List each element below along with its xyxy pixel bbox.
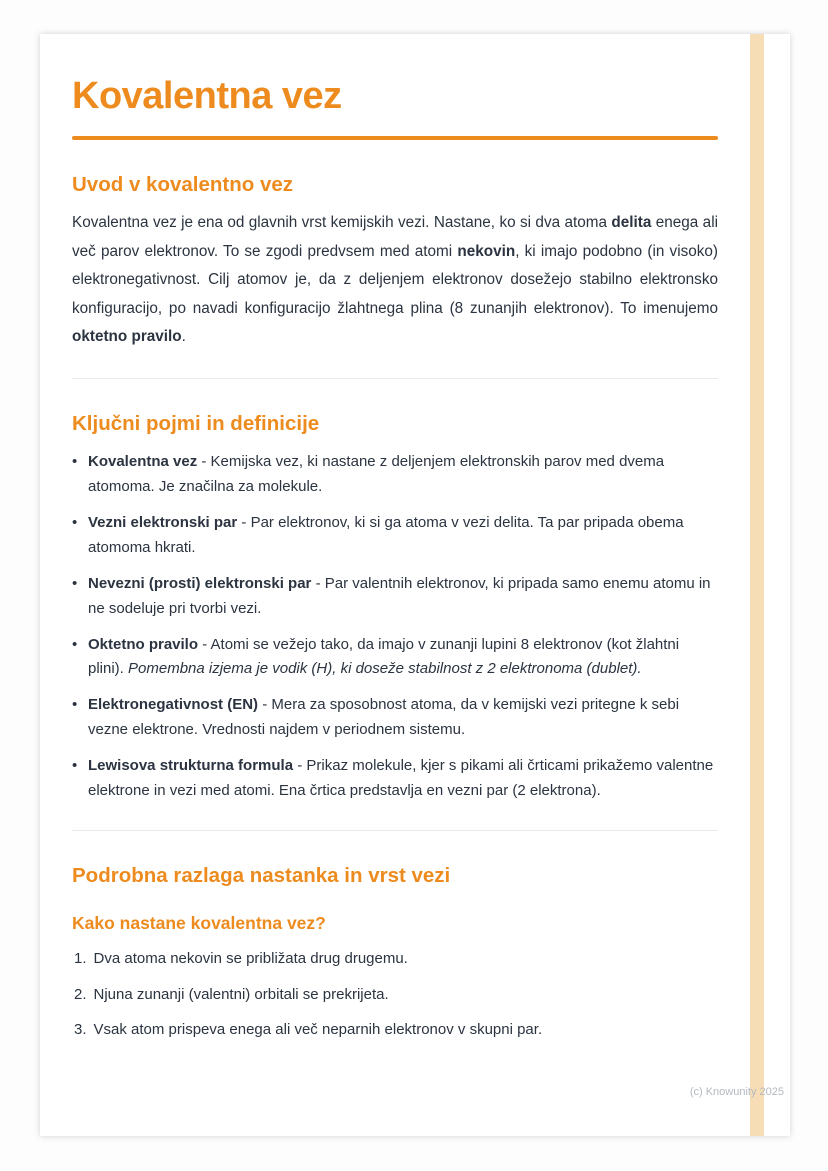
subsection-heading-how-bond-forms: Kako nastane kovalentna vez? [72,912,326,933]
step-text: Vsak atom prispeva enega ali več neparnih elektronov v skupni par. [93,1021,543,1039]
bullet-marker: • [72,635,78,653]
term-text: Oktetno pravilo - Atomi se vežejo tako, da imajo v zunanji lupini 8 elektronov (kot žlahtni plini). Pomembna izjema je vodik (H), ki doseže stabilnost z 2 elektronoma (dublet). [88,635,680,678]
bullet-marker: • [72,696,78,714]
page-content [72,76,718,1042]
term-list-item [72,450,718,500]
section-divider [72,830,718,831]
term-list-item [72,572,718,622]
watermark: (c) Knowunity 2025 [689,1086,784,1098]
bullet-marker: • [72,757,78,775]
term-list-item [72,633,718,683]
steps-list [74,948,718,1042]
section-heading-terms: Ključni pojmi in definicije [72,411,320,435]
title-underline [72,136,718,140]
page-title: Kovalentna vez [72,75,342,117]
section-heading-intro: Uvod v kovalentno vez [72,172,294,196]
document-page [40,34,790,1136]
term-text: Elektronegativnost (EN) - Mera za sposobnost atoma, da v kemijski vezi pritegne k sebi vezne elektrone. Vrednosti najdem v periodnem sistemu. [88,696,680,739]
section-heading-explanation: Podrobna razlaga nastanka in vrst vezi [72,863,451,887]
term-text: Vezni elektronski par - Par elektronov, ki si ga atoma v vezi delita. Ta par pripada obema atomoma hkrati. [88,514,684,556]
step-list-item [74,984,718,1007]
terms-list [72,450,718,804]
step-number: 3. [74,1021,87,1039]
intro-paragraph: Kovalentna vez je ena od glavnih vrst kemijskih vezi. Nastane, ko si dva atoma delita enega ali več parov elektronov. To se zgodi predvsem med atomi nekovin, ki imajo podobno (in visoko) elektronegativnost. Cilj atomov je, da z deljenjem elektronov dosežejo stabilno elektronsko konfiguracijo, po navadi konfiguracijo žlahtnega plina (8 zunanjih elektronov). To imenujemo oktetno pravilo. [72,214,718,346]
section-divider [72,378,718,379]
term-text: Lewisova strukturna formula - Prikaz molekule, kjer s pikami ali črticami prikažemo valentne elektrone in vezi med atomi. Ena črtica predstavlja en vezni par (2 elektrona). [88,757,714,800]
bullet-marker: • [72,514,78,532]
step-number: 1. [74,950,87,968]
term-list-item [72,754,718,804]
bullet-marker: • [72,453,78,471]
term-text: Kovalentna vez - Kemijska vez, ki nastane z deljenjem elektronskih parov med dvema atomoma. Je značilna za molekule. [88,453,665,496]
term-list-item [72,511,718,561]
step-text: Njuna zunanji (valentni) orbitali se prekrijeta. [93,985,389,1003]
step-text: Dva atoma nekovin se približata drug drugemu. [93,950,408,968]
page-edge-stripe [750,34,764,1136]
step-number: 2. [74,985,87,1003]
step-list-item [74,948,718,971]
bullet-marker: • [72,574,78,592]
term-text: Nevezni (prosti) elektronski par - Par valentnih elektronov, ki pripada samo enemu atomu in ne sodeluje pri tvorbi vezi. [88,574,711,617]
step-list-item [74,1019,718,1042]
term-list-item [72,693,718,743]
